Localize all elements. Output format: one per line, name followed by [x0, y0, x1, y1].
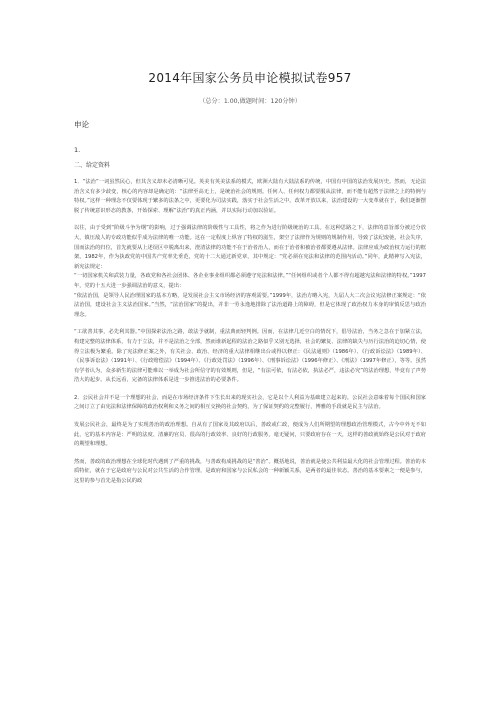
section-heading: 申论: [74, 120, 89, 129]
paragraph-3: “一切国家机关和武装力量，各政党和各社会团体、各企业事业组织都必须遵守宪法和法律。”“任何组织或者个人都不得有超越宪法和法律的特权。”1997年，党的十五大进一步强调法治的意义，提出：: [74, 273, 426, 289]
document-title: 2014年国家公务员申论模拟试卷957: [148, 71, 352, 85]
paragraph-5: “工欲善其事，必先利其器。”中国探索法治之路，敢法予就制，重法典而轻判例。因而，在法律几近空白的情况下，倡导法治，当务之急在于加紧立法，构建完整的法律体系，有力于立法，并不是法治之全部，然而谁新起程的法治之路似乎又别无选择，社会的繁复、法律的缺失与历行法治的迫切心情，使得立法极为繁重。除了宪法修正案之外，有关社会、政治、经济的重大法律相继出台或得以修正：《民法通则》（1986年）、《行政诉讼法》（1989年）、《民事诉讼法》（1991年）、《行政赔偿法》（1994年）、《行政处罚法》（1996年）、《刑事诉讼法》（1996年修正）、《刑法》（1997年修正），等等。虽然有学者认为，众多新生的法律可能难以一举成为社会所信守的有效规则，但是，“有法可依，有法必依，执法必严，违法必究”的法治理想，毕竟有了声势浩大的起步。从长远看，完备的法律体系是进一步推进法治的必要条件。: [74, 329, 426, 384]
paragraph-8: 然而，善政的政治理想在全球化时代遇到了严重的挑战，与善政构成挑战的是“善治”。概括地说，善治就是使公共利益最大化的社会管理过程。善治的本质特征，就在于它是政府与公民对公共生活的合作管理，是政府和国家与公民私会的一种新颖关系，是两者的最佳状态。善治的基本要素之一便是参与，这里的参与首先是指公民的政: [74, 458, 426, 485]
paragraph-7: 发展公民社会，最终是为了实现善治的政治理想。自从有了国家及其政府以后，善政或仁政，便成为人们所期望的理想政治管理模式，古今中外无不如此，它的基本内容是：严明的法度、清廉的官员、很高的行政效率、良好的行政服务，毫无疑问，只要政府存在一天，这样的善政就始终是公民对于政府的期望和理想。: [74, 422, 426, 448]
exam-meta: （总分：1.00,做题时间：120分钟）: [199, 98, 301, 105]
paragraph-2: 以往，由于受到“阶级斗争为纲”的影响，过于强调法律的阶级性与工具性，将之作为进行阶级统治的工具。在这种思路之下，法律的意旨部分被过分放大，镇压敌人的专政功能似乎成为法律的唯一功能。这在一定程度上纵容了特权的滋生，架空了法律作为规则的规制作用，导致了法纪废弛，社会失序，国而法治的归位，首先就要从上述误区中脱离出来，澄清法律的功能不在于治者治人，而在于治者和被治者都要遵从法律。法律应成为政治权力运行的框架。1982年，作为执政党的中国共产党率先垂范，党的十二大通过新党章，其中规定：“党必须在宪法和法律的范围内活动。”同年，此精神写入宪法，新宪法规定：: [74, 225, 426, 270]
paragraph-1: 1．“法治”一词虽然民心，但其含义却未必清晰可见。英美有英美法系的模式，欧洲大陆有大陆法系的传统，中国有中国的法治发展历史。然而，无论法治含义有多少歧变，核心的内容却是确定的：“法律至高无上，是统治社会的规则。任何人、任何权力都要服从法律，而不能有超然于法律之上的特例与特权。”这样一种理念不仅要体现于繁多的法条之中，更要化为司法实践，落实于社会生活之中。改革开放以来，法治建设的一大变革就在于，我们逐渐摆脱了传统意识形态的教条，开始探索、理解“法治”的真正内涵，并以实际行动加以验证。: [74, 179, 426, 214]
sub-heading: 二、给定资料: [74, 162, 111, 169]
paragraph-4: “依法治国，是领导人民治理国家的基本方略，是发展社会主义市场经济的客观需要。”1999年，法治方略入宪，九届人大二次会议宪法修正案规定：“依法治国，建设社会主义法治国家。”当然，“法治国家”的提出，并非一劳永逸地排除了法治道路上的障碍，但是它体现了政治权力本身的审慎反思与政治理念。: [74, 292, 426, 318]
paragraph-6: 2．公民社会并不是一个理想的社会，而是在市场经济条件下生长出来的现实社会，它是以个人利益为基础建立起来的。公民社会意味着每个国民和国家之间订立了由宪法和法律保障的政治权利和义务之间的相互交换的社会契约，为了保证契约的完整履行，博雅的手段就是民主与法治。: [74, 394, 426, 411]
question-number: 1.: [74, 146, 81, 154]
